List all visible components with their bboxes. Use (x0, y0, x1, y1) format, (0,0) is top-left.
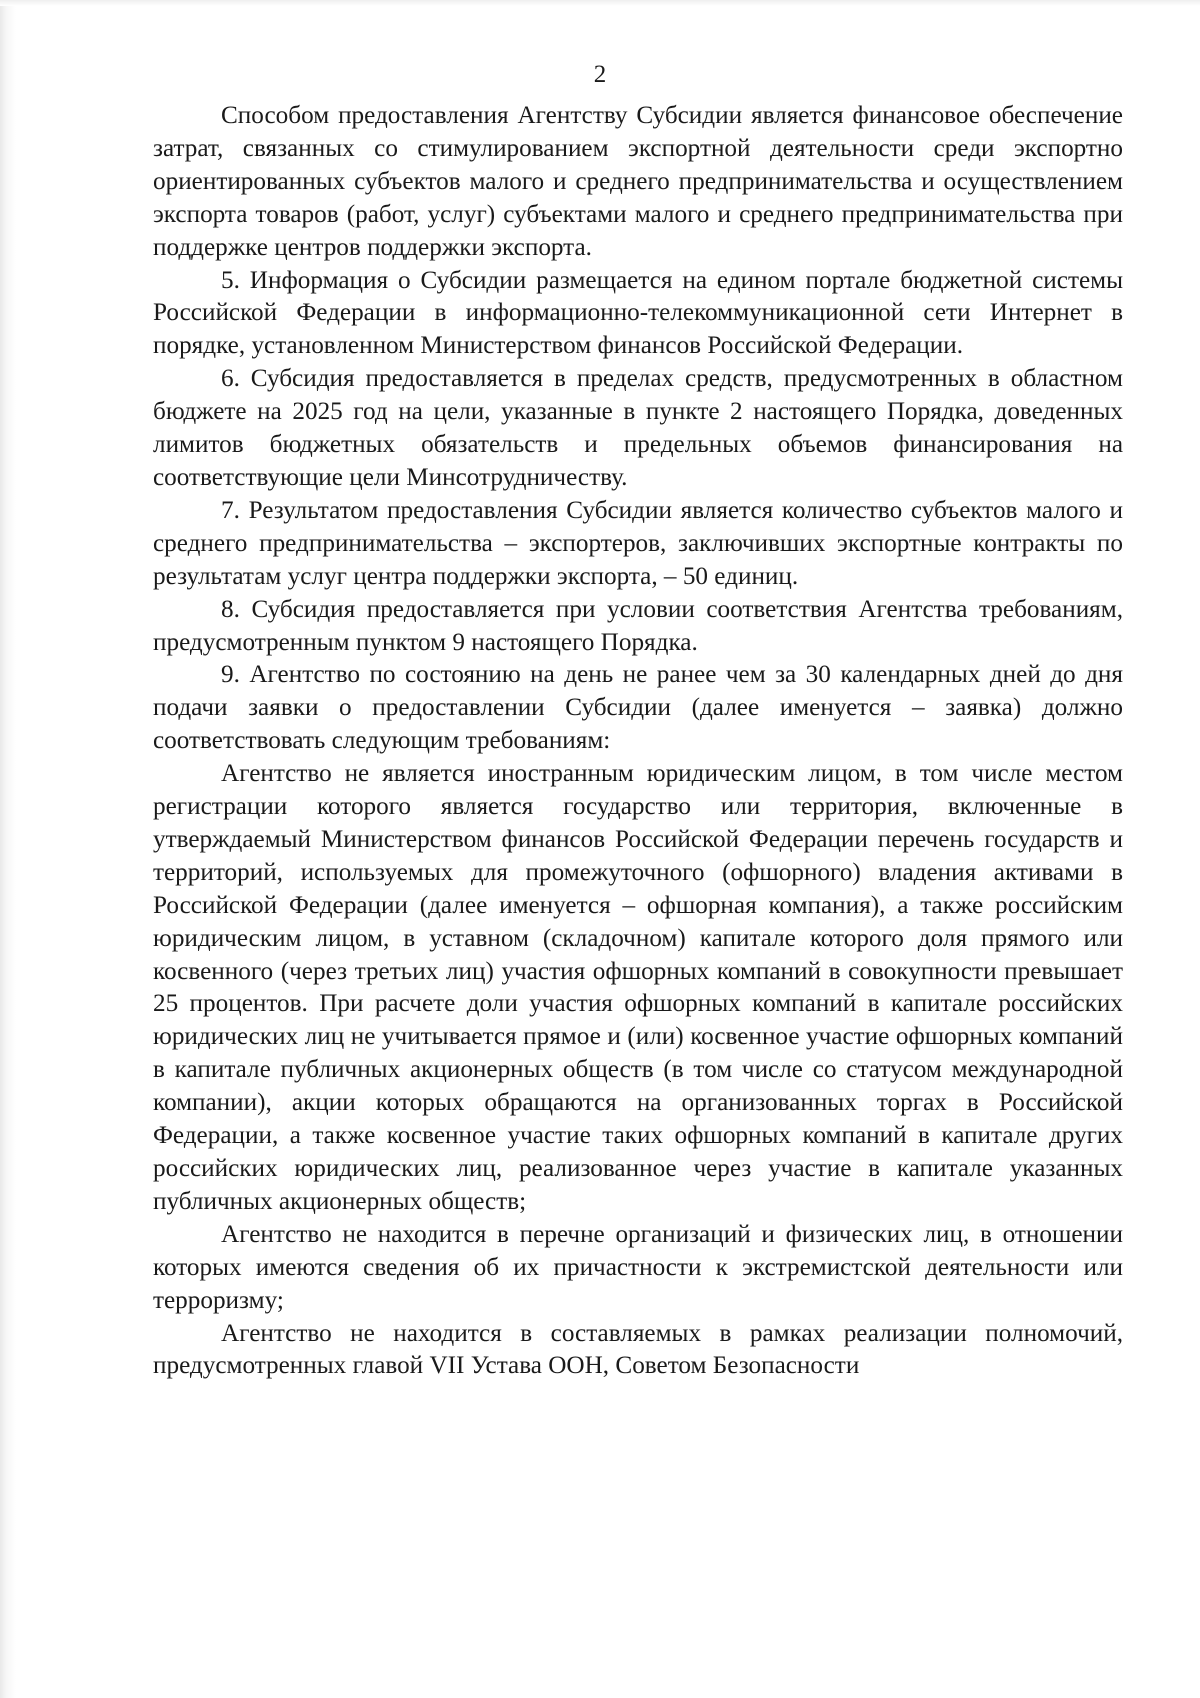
paragraph-item-7: 7. Результатом предоставления Субсидии является количество субъектов малого и среднего предпринимательства – экспортеров, заключивших экспортные контракты по результатам услуг центра поддержки экспорта, – 50 единиц. (153, 496, 1123, 590)
paragraph-item-5: 5. Информация о Субсидии размещается на едином портале бюджетной системы Российской Федерации в информационно-телекоммуникационной сети Интернет в порядке, установленном Министерством финансов Российской Федерации. (153, 266, 1123, 360)
paragraph-item-9: 9. Агентство по состоянию на день не ранее чем за 30 календарных дней до дня подачи заявки о предоставлении Субсидии (далее именуется – заявка) должно соответствовать следующим требованиям: (153, 661, 1123, 755)
paragraph-extremism-requirement: Агентство не находится в перечне организаций и физических лиц, в отношении которых имеются сведения об их причастности к экстремистской деятельности или терроризму; (153, 1220, 1123, 1314)
document-body (153, 100, 1123, 1383)
paragraph-subsidy-method: Способом предоставления Агентству Субсидии является финансовое обеспечение затрат, связанных со стимулированием экспортной деятельности среди экспортно ориентированных субъектов малого и среднего предпринимательства и осуществлением экспорта товаров (работ, услуг) субъектами малого и среднего предпринимательства при поддержке центров поддержки экспорта. (153, 102, 1123, 261)
scan-left-edge (0, 0, 16, 1698)
paragraph-offshore-requirement: Агентство не является иностранным юридическим лицом, в том числе местом регистрации которого является государство или территория, включенные в утверждаемый Министерством финансов Российской Федерации перечень государств и территорий, используемых для промежуточного (офшорного) владения активами в Российской Федерации (далее именуется – офшорная компания), а также российским юридическим лицом, в уставном (складочном) капитале которого доля прямого или косвенного (через третьих лиц) участия офшорных компаний в совокупности превышает 25 процентов. При расчете доли участия офшорных компаний в капитале российских юридических лиц не учитывается прямое и (или) косвенное участие офшорных компаний в капитале публичных акционерных обществ (в том числе со статусом международной компании), акции которых обращаются на организованных торгах в Российской Федерации, а также косвенное участие таких офшорных компаний в капитале других российских юридических лиц, реализованное через участие в капитале указанных публичных акционерных обществ; (153, 760, 1123, 1215)
paragraph-item-6: 6. Субсидия предоставляется в пределах средств, предусмотренных в областном бюджете на 2025 год на цели, указанные в пункте 2 настоящего Порядка, доведенных лимитов бюджетных обязательств и предельных объемов финансирования на соответствующие цели Минсотрудничеству. (153, 365, 1123, 491)
paragraph-item-8: 8. Субсидия предоставляется при условии соответствия Агентства требованиям, предусмотренным пунктом 9 настоящего Порядка. (153, 595, 1123, 656)
paragraph-un-requirement: Агентство не находится в составляемых в рамках реализации полномочий, предусмотренных главой VII Устава ООН, Советом Безопасности (153, 1319, 1123, 1380)
page-number: 2 (593, 61, 607, 88)
scan-top-edge (0, 0, 1200, 6)
